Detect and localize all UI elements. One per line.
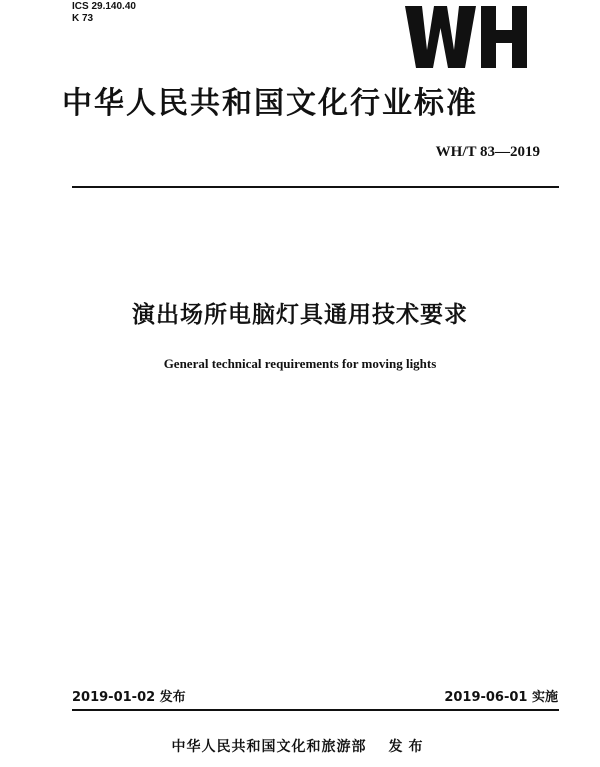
top-divider	[72, 186, 559, 188]
standard-category-title: 中华人民共和国文化行业标准	[62, 86, 478, 121]
issuer-line	[0, 738, 600, 756]
wh-logo-w	[405, 6, 476, 68]
document-title-zh: 演出场所电脑灯具通用技术要求	[132, 302, 468, 328]
issuer-organization: 中华人民共和国文化和旅游部	[171, 739, 367, 755]
classification-code: K 73	[72, 13, 94, 24]
bottom-divider	[72, 709, 559, 711]
issuer-action: 发布	[388, 739, 429, 755]
implementation-date: 2019-06-01 实施	[444, 690, 558, 705]
document-title-en: General technical requirements for moving lights	[163, 356, 437, 371]
issue-date: 2019-01-02 发布	[72, 690, 186, 705]
wh-logo-h	[481, 6, 527, 68]
ics-code: ICS 29.140.40	[72, 1, 136, 12]
wh-logo	[405, 2, 527, 72]
standard-number: WH/T 83—2019	[435, 144, 540, 160]
